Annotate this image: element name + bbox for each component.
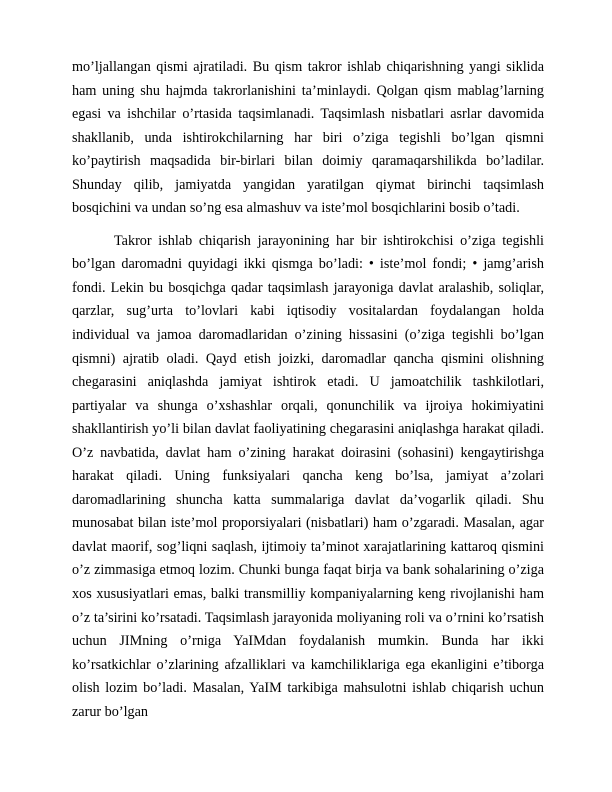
paragraph-continuation: mo’ljallangan qismi ajratiladi. Bu qism takror ishlab chiqarishning yangi siklida ham uning shu hajmda takrorlanishini ta’minlaydi. Qolgan qism mablag’larning egasi va ishchilar o’rtasida taqsimlanadi. Taqsimlash nisbatlari asrlar davomida shakllanib, unda ishtirokchilarning har biri o’ziga tegishli bo’lgan qismni ko’paytirish maqsadida bir-birlari bilan doimiy qaramaqarshilikda bo’ladilar. Shunday qilib, jamiyatda yangidan yaratilgan qiymat birinchi taqsimlash bosqichini va undan so’ng esa almashuv va iste’mol bosqichlarini bosib o’tadi.	[72, 59, 544, 217]
paragraph-reproduction-participants: Takror ishlab chiqarish jarayonining har bir ishtirokchisi o’ziga tegishli bo’lgan daromadni quyidagi ikki qismga bo’ladi: • iste’mol fondi; • jamg’arish fondi. Lekin bu bosqichga qadar taqsimlash jarayoniga davlat aralashib, soliqlar, qarzlar, sug’urta to’lovlari kabi iqtisodiy vositalardan foydalangan holda individual va jamoa daromadlaridan o’zining hissasini (o’ziga tegishli bo’lgan qismni) ajratib oladi. Qayd etish joizki, daromadlar qancha qismini olishning chegarasini aniqlashda jamiyat ishtirok etadi. U jamoatchilik tashkilotlari, partiyalar va shunga o’xshashlar orqali, qonunchilik va ijroiya hokimiyatini shakllantirish yo’li bilan davlat faoliyatining chegarasini aniqlashga harakat qiladi. O’z navbatida, davlat ham o’zining harakat doirasini (sohasini) kengaytirishga harakat qiladi. Uning funksiyalari qancha keng bo’lsa, jamiyat a’zolari daromadlarining shuncha katta summalariga davlat da’vogarlik qiladi. Shu munosabat bilan iste’mol proporsiyalari (nisbatlari) ham o’zgaradi. Masalan, agar davlat maorif, sog’liqni saqlash, ijtimoiy ta’minot xarajatlarining kattaroq qismini o’z zimmasiga etmoq lozim. Chunki bunga faqat birja va bank sohalarining o’ziga xos xususiyatlari emas, balki transmilliy kompaniyalarning keng rivojlanishi ham o’z ta’sirini ko’rsatadi. Taqsimlash jarayonida moliyaning roli va o’rnini ko’rsatish uchun JIMning o’rniga YaIMdan foydalanish mumkin. Bunda har ikki ko’rsatkichlar o’zlarining afzalliklari va kamchiliklariga ega ekanligini e’tiborga olish lozim bo’ladi. Masalan, YaIM tarkibiga mahsulotni ishlab chiqarish uchun zarur bo’lgan	[72, 232, 544, 720]
document-page	[72, 56, 544, 724]
